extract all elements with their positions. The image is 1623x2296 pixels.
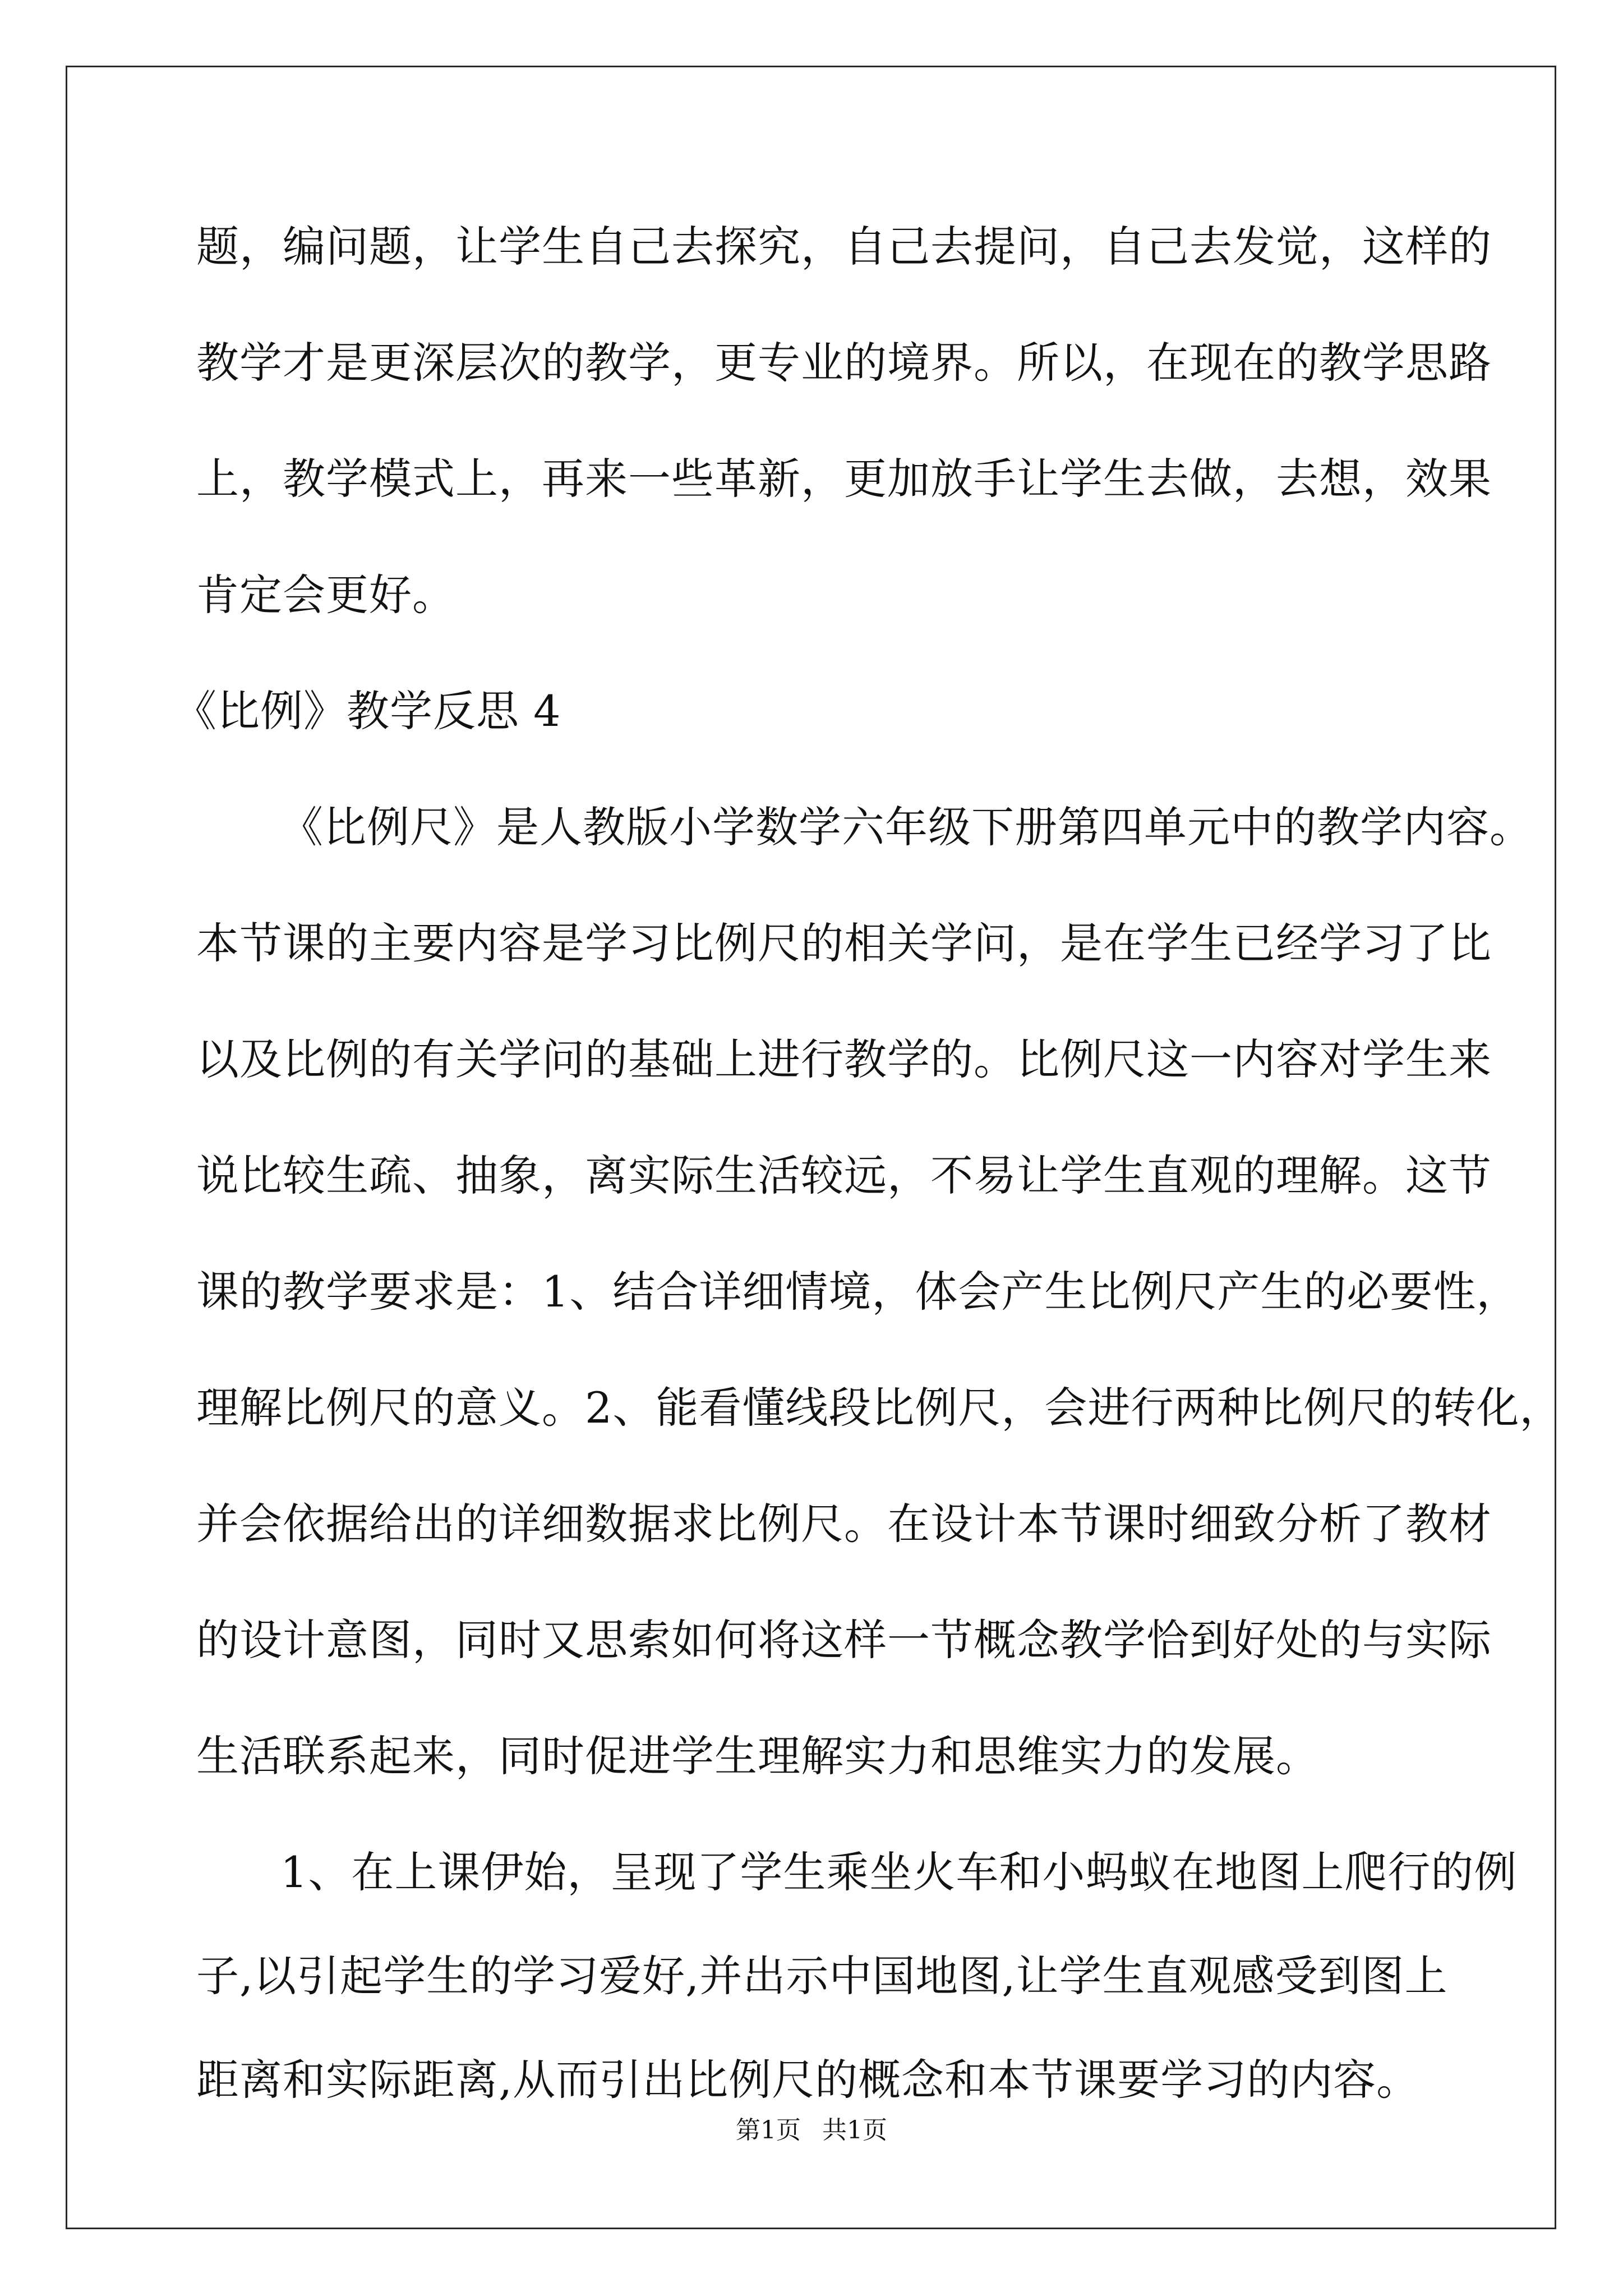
paragraph-line: 本节课的主要内容是学习比例尺的相关学问，是在学生已经学习了比 [196,918,1492,968]
paragraph-line: 说比较生疏、抽象，离实际生活较远，不易让学生直观的理解。这节 [196,1151,1492,1200]
paragraph-line: 肯定会更好。 [196,570,455,620]
paragraph-line: 《比例尺》是人教版小学数学六年级下册第四单元中的教学内容。 [280,802,1533,852]
page-footer [0,2115,1623,2146]
paragraph-line: 课的教学要求是：1、结合详细情境，体会产生比例尺产生的必要性， [196,1267,1520,1317]
paragraph-line: 的设计意图，同时又思索如何将这样一节概念教学恰到好处的与实际 [196,1615,1492,1665]
page-number-current: 第1页 [736,2116,801,2145]
paragraph-line: 教学才是更深层次的教学，更专业的境界。所以，在现在的教学思路 [196,338,1492,388]
paragraph-line: 并会依据给出的详细数据求比例尺。在设计本节课时细致分析了教材 [196,1499,1492,1549]
paragraph-line: 题，编问题，让学生自己去探究，自己去提问，自己去发觉，这样的 [196,222,1492,272]
paragraph-line: 上，教学模式上，再来一些革新，更加放手让学生去做，去想，效果 [196,454,1492,504]
page-number-total: 共1页 [822,2116,887,2145]
paragraph-line: 距离和实际距离,从而引出比例尺的概念和本节课要学习的内容。 [196,2055,1420,2105]
paragraph-line: 以及比例的有关学问的基础上进行教学的。比例尺这一内容对学生来 [196,1034,1492,1084]
page-border [66,66,1556,2229]
paragraph-line: 子,以引起学生的学习爱好,并出示中国地图,让学生直观感受到图上 [196,1951,1448,2001]
paragraph-line: 1、在上课伊始，呈现了学生乘坐火车和小蚂蚁在地图上爬行的例 [280,1847,1518,1897]
section-heading: 《比例》教学反思 4 [174,686,561,736]
paragraph-line: 理解比例尺的意义。2、能看懂线段比例尺，会进行两种比例尺的转化， [196,1383,1563,1433]
paragraph-line: 生活联系起来，同时促进学生理解实力和思维实力的发展。 [196,1731,1319,1781]
